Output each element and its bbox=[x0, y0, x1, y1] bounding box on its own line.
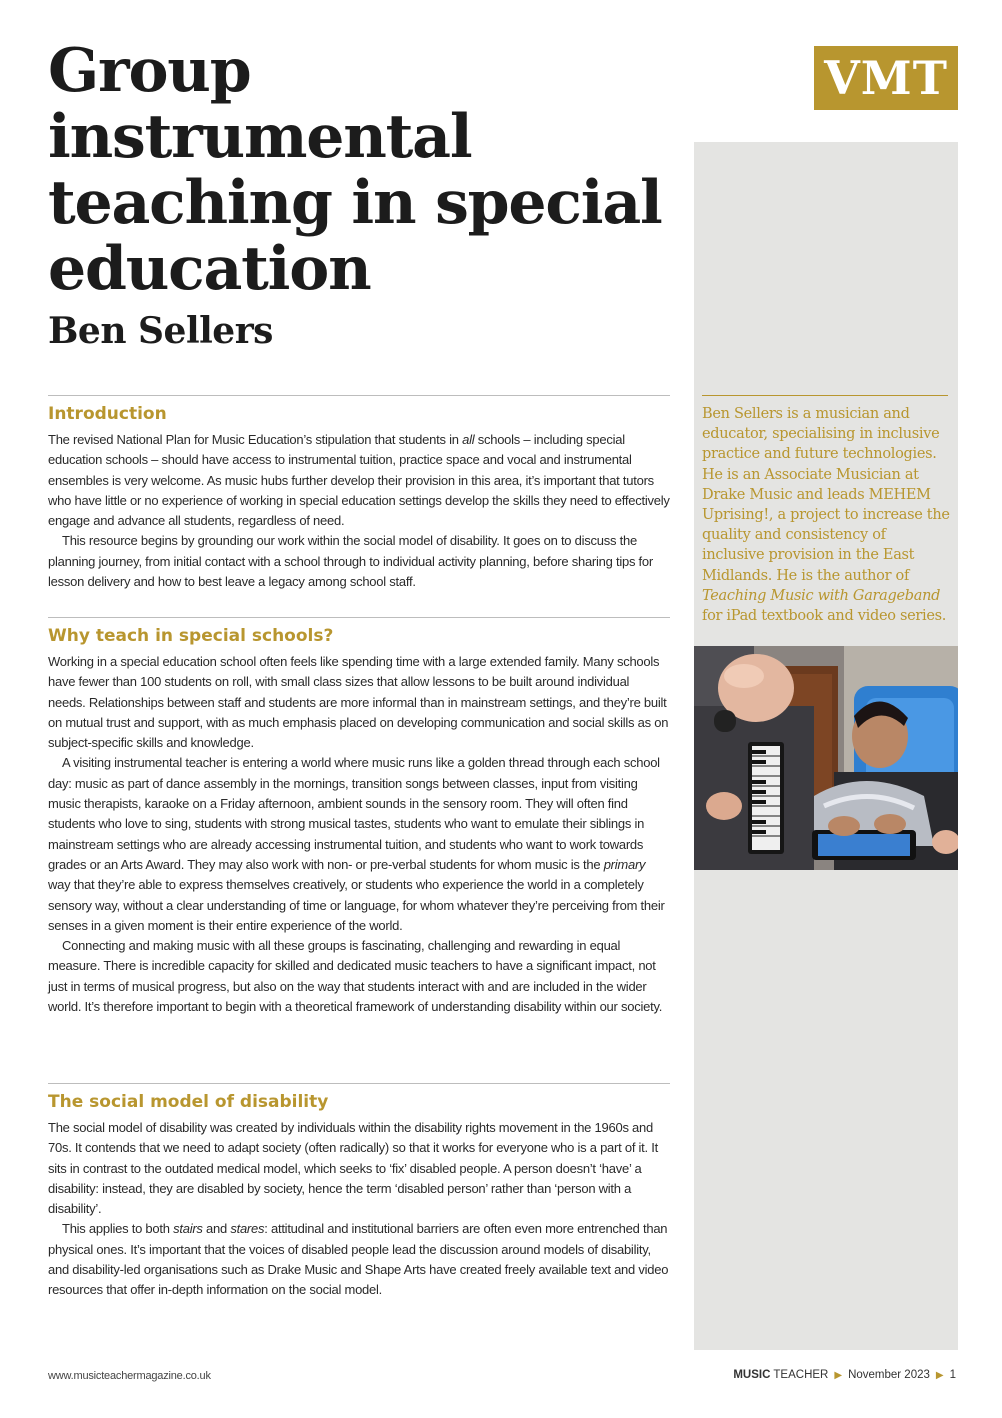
section-heading: Why teach in special schools? bbox=[48, 626, 334, 646]
magazine-name-bold: MUSIC bbox=[733, 1369, 771, 1381]
paragraph: Connecting and making music with all these groups is fascinating, challenging and rewarding in equal measure. There is incredible capacity for skilled and dedicated music teachers to have a significant impact, not just in terms of musical progress, but also on the way that students interact with and are included in the wider world. It’s therefore important to begin with a theoretical framework of understanding disability within our society. bbox=[48, 938, 663, 1015]
section-introduction bbox=[48, 395, 670, 592]
magazine-name bbox=[733, 1369, 828, 1381]
page-number: 1 bbox=[949, 1369, 956, 1381]
emphasis-text: stares bbox=[230, 1221, 265, 1237]
section-social-model bbox=[48, 1083, 670, 1301]
issue-date: November 2023 bbox=[848, 1369, 930, 1381]
paragraph-text: : attitudinal and institutional barriers are often even more entrenched than physical ones. It’s important that the voices of disabled people lead the discussion around models of disability, and disability-led organisations such as Drake Music and Shape Arts have created freely available text and video resources that offer in-depth information on the social model. bbox=[48, 1221, 669, 1298]
paragraph bbox=[48, 1219, 670, 1300]
section-divider bbox=[48, 1083, 670, 1084]
section-divider bbox=[48, 395, 670, 396]
section-heading: Introduction bbox=[48, 404, 167, 424]
triangle-right-icon: ▶ bbox=[935, 1369, 944, 1381]
author-bio bbox=[702, 404, 952, 626]
paragraph: Working in a special education school often feels like spending time with a large extended family. Many schools have fewer than 100 students on roll, with small class sizes that allow lessons to be built around individual needs. Relationships between staff and students are more informal than in mainstream settings, and they’re built on mutual trust and support, with as much emphasis placed on developing communication and social skills as on subject-specific skills and knowledge. bbox=[48, 654, 669, 751]
paragraph-text: schools – including special education schools – should have access to instrumental tuition, practice space and vocal and instrumental ensembles is very welcome. As music hubs further develop their provision in this area, it’s important that tutors who have little or no experience of working in special education settings develop the skills they need to effectively engage and advance all students, regardless of need. bbox=[48, 432, 670, 529]
logo-text: VMT bbox=[824, 51, 948, 105]
vmt-logo bbox=[814, 46, 958, 110]
paragraph-text: The revised National Plan for Music Education’s stipulation that students in bbox=[48, 432, 463, 447]
section-body bbox=[48, 1118, 670, 1301]
paragraph-text: way that they’re able to express themselves creatively, or students who experience the world in a completely sensory way, without a clear understanding of time or language, for whom whatever they’re perceiving from their senses in a given moment is their entire experience of the world. bbox=[48, 877, 665, 933]
author-name: Ben Sellers bbox=[48, 310, 273, 352]
emphasis-text: all bbox=[462, 432, 475, 447]
teacher-student-photo bbox=[694, 646, 958, 870]
article-title: Group instrumental teaching in special education bbox=[48, 36, 662, 304]
footer-masthead bbox=[733, 1369, 956, 1381]
sidebar-divider bbox=[702, 395, 948, 396]
triangle-right-icon: ▶ bbox=[834, 1369, 843, 1381]
bio-text: Ben Sellers is a musician and educator, specialising in inclusive practice and future technologies. He is an Associate Musician at Drake Music and leads MEHEM Uprising!, a project to increase the quality and consistency of inclusive provision in the East Midlands. He is the author of bbox=[702, 406, 950, 584]
book-title: Teaching Music with Garageband bbox=[702, 587, 941, 604]
paragraph-text: This applies to both bbox=[62, 1221, 174, 1237]
paragraph bbox=[48, 430, 670, 531]
paragraph: The social model of disability was created by individuals within the disability rights movement in the 1960s and 70s. It contends that we need to adapt society (often radically) so that it works for everyone who is a part of it. It sits in contrast to the outdated medical model, which seeks to ‘fix’ disabled people. A person doesn’t ‘have’ a disability: instead, they are disabled by society, hence the term ‘disabled person’ rather than ‘person with a disability’. bbox=[48, 1120, 658, 1217]
photo-illustration bbox=[694, 646, 958, 870]
emphasis-text: stairs bbox=[173, 1221, 203, 1237]
section-why-teach bbox=[48, 617, 670, 1017]
magazine-name-rest: TEACHER bbox=[770, 1369, 829, 1381]
section-divider bbox=[48, 617, 670, 618]
section-body bbox=[48, 652, 670, 1017]
emphasis-text: primary bbox=[603, 856, 646, 872]
paragraph-text: and bbox=[202, 1221, 231, 1237]
paragraph: This resource begins by grounding our work within the social model of disability. It goes on to discuss the planning journey, from initial contact with a school through to individual activity planning, before sharing tips for lesson delivery and how to best leave a legacy among school staff. bbox=[48, 533, 653, 590]
section-heading: The social model of disability bbox=[48, 1092, 329, 1112]
bio-text-end: for iPad textbook and video series. bbox=[702, 608, 947, 625]
footer-url[interactable]: www.musicteachermagazine.co.uk bbox=[48, 1370, 211, 1382]
paragraph-text: A visiting instrumental teacher is entering a world where music runs like a golden thread through each school day: music as part of dance assembly in the mornings, transition songs between classes, input from visiting music therapists, karaoke on a Friday afternoon, ambient sounds in the sensory room. They will often find students who love to sing, students with strong musical tastes, students who want to emulate their siblings in mainstream settings who are already accessing instrumental tuition, and students who want to work towards grades or an Arts Award. They may also work with non- or pre-verbal students for whom music is the bbox=[48, 755, 660, 872]
section-body bbox=[48, 430, 670, 592]
paragraph bbox=[48, 753, 670, 936]
